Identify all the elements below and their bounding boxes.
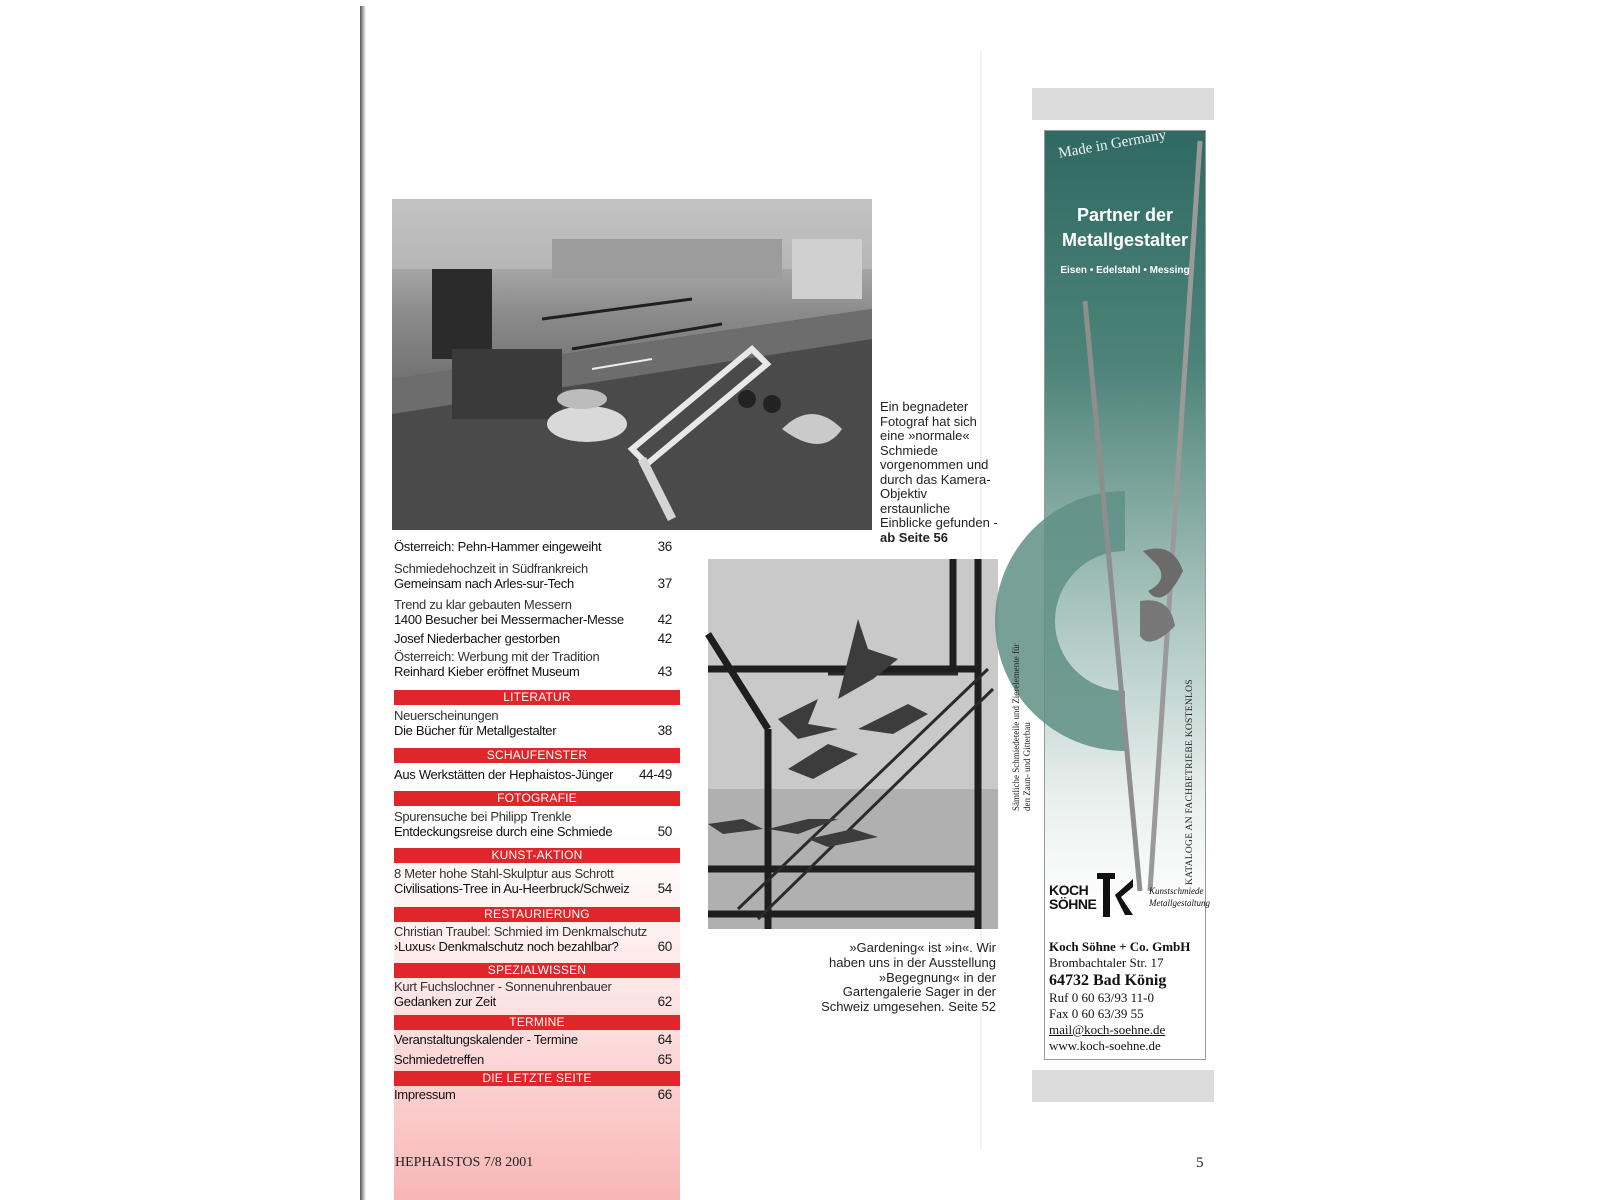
toc-entry-subtitle: 8 Meter hohe Stahl-Skulptur aus Schrott: [394, 866, 614, 881]
toc-entry[interactable]: [394, 632, 680, 647]
section-band-literatur: LITERATUR: [394, 690, 680, 705]
toc-entry-page: 36: [657, 539, 672, 554]
toc-entry-title: Veranstaltungskalender - Termine: [394, 1032, 578, 1047]
toc-entry[interactable]: [394, 598, 680, 627]
toc-entry[interactable]: [394, 980, 680, 1009]
section-band-kunst-aktion: KUNST-AKTION: [394, 848, 680, 863]
toc-entry-page: 54: [657, 880, 672, 896]
toc-entry-page: 42: [657, 611, 672, 627]
ad-contact: [1049, 939, 1203, 1054]
toc-entry-subtitle: Österreich: Werbung mit der Tradition: [394, 649, 600, 664]
toc-entry-title: Reinhard Kieber eröffnet Museum: [394, 663, 580, 679]
table-of-contents: [394, 534, 680, 1200]
toc-entry[interactable]: [394, 540, 680, 555]
section-band-restaurierung: RESTAURIERUNG: [394, 907, 680, 922]
logo-wordmark: [1049, 883, 1096, 911]
toc-entry-title: Aus Werkstätten der Hephaistos-Jünger: [394, 767, 614, 782]
toc-entry-page: 65: [657, 1052, 672, 1067]
magazine-issue: HEPHAISTOS 7/8 2001: [395, 1155, 534, 1170]
ad-headline-line-2: Metallgestalter: [1061, 230, 1189, 250]
ad-headline-line-1: Partner der: [1076, 205, 1174, 225]
toc-entry-page: 43: [657, 663, 672, 679]
company-fax: Fax 0 60 63/39 55: [1049, 1006, 1144, 1021]
toc-entry-page: 42: [657, 631, 672, 646]
section-band-die-letzte-seite: DIE LETZTE SEITE: [394, 1071, 680, 1086]
section-band-schaufenster: SCHAUFENSTER: [394, 748, 680, 763]
ad-top-bar: [1032, 88, 1214, 120]
toc-entry[interactable]: [394, 768, 680, 783]
toc-entry[interactable]: [394, 867, 680, 896]
logo-soehne: SÖHNE: [1049, 896, 1097, 912]
toc-entry-page: 38: [657, 722, 672, 738]
garden-sculpture-image: [708, 559, 998, 929]
koch-soehne-advertisement[interactable]: [1011, 127, 1210, 1060]
toc-entry[interactable]: [394, 1053, 680, 1068]
toc-entry-subtitle: Kurt Fuchslochner - Sonnenuhrenbauer: [394, 979, 612, 994]
toc-entry-title: Die Bücher für Metallgestalter: [394, 722, 557, 738]
garden-caption-text: »Gardening« ist »in«. Wir haben uns in der Ausstellung »Begegnung« in der Gartengalerie Sager in der Schweiz umgesehen.: [821, 940, 996, 1015]
toc-entry-title: 1400 Besucher bei Messermacher-Messe: [394, 611, 624, 627]
toc-entry-page: 62: [657, 993, 672, 1009]
ad-headline: [1045, 203, 1205, 253]
logo-kunstschmiede: Kunstschmiede: [1149, 886, 1204, 896]
made-in-germany: Made in Germany: [1057, 127, 1168, 162]
workshop-photo-caption: [880, 400, 1000, 545]
workshop-photo: [392, 199, 872, 530]
toc-entry[interactable]: [394, 650, 680, 679]
toc-entry-title: Gedanken zur Zeit: [394, 993, 496, 1009]
toc-entry-page: 37: [657, 575, 672, 591]
ks-logo-icon: [1095, 867, 1135, 917]
toc-entry-page: 64: [657, 1032, 672, 1047]
toc-entry-title: ›Luxus‹ Denkmalschutz noch bezahlbar?: [394, 938, 619, 954]
ad-materials: Eisen • Edelstahl • Messing: [1060, 265, 1190, 276]
toc-entry-page: 50: [657, 823, 672, 839]
ad-hero: [1045, 127, 1205, 911]
logo-koch: KOCH: [1049, 882, 1089, 898]
garden-photo-caption: [810, 941, 996, 1015]
toc-entry-subtitle: Neuerscheinungen: [394, 708, 499, 723]
toc-entry-title: Schmiedetreffen: [394, 1052, 484, 1067]
toc-entry-subtitle: Schmiedehochzeit in Südfrankreich: [394, 561, 588, 576]
section-band-fotografie: FOTOGRAFIE: [394, 791, 680, 806]
workshop-photo-image: [392, 199, 872, 530]
page-spine: [360, 6, 366, 1200]
toc-entry-page: 60: [657, 938, 672, 954]
garden-sculpture-photo: [708, 559, 998, 929]
logo-metallgestaltung: Metallgestaltung: [1149, 898, 1210, 908]
logo-tagline: [1149, 885, 1210, 909]
toc-entry-title: Impressum: [394, 1087, 456, 1102]
ad-bottom-bar: [1032, 1070, 1214, 1102]
toc-entry-subtitle: Trend zu klar gebauten Messern: [394, 597, 572, 612]
toc-entry-page: 66: [657, 1087, 672, 1102]
company-website-link[interactable]: www.koch-soehne.de: [1049, 1038, 1161, 1053]
toc-entry-title: Gemeinsam nach Arles-sur-Tech: [394, 575, 574, 591]
toc-entry-title: Österreich: Pehn-Hammer eingeweiht: [394, 539, 602, 554]
toc-entry-title: Entdeckungsreise durch eine Schmiede: [394, 823, 613, 839]
toc-entry[interactable]: [394, 1088, 680, 1103]
page-number: 5: [1196, 1155, 1204, 1171]
toc-entry[interactable]: [394, 925, 680, 954]
company-name: Koch Söhne + Co. GmbH: [1049, 939, 1191, 954]
company-email-link[interactable]: mail@koch-soehne.de: [1049, 1022, 1166, 1037]
toc-entry-title: Josef Niederbacher gestorben: [394, 631, 560, 646]
koch-soehne-logo: [1049, 867, 1210, 923]
company-city: 64732 Bad König: [1049, 972, 1167, 989]
company-street: Brombachtaler Str. 17: [1049, 955, 1164, 970]
company-phone: Ruf 0 60 63/93 11-0: [1049, 990, 1154, 1005]
garden-caption-page-ref: Seite 52: [948, 999, 996, 1015]
toc-entry-title: Civilisations-Tree in Au-Heerbruck/Schweiz: [394, 880, 630, 896]
toc-entry-page: 44-49: [638, 767, 672, 782]
toc-entry-subtitle: Christian Traubel: Schmied im Denkmalschutz: [394, 924, 647, 939]
workshop-caption-text: Ein begnadeter Fotograf hat sich eine »normale« Schmiede vorgenommen und durch das Kamera-Objektiv erstaunliche Einblicke gefunden -: [880, 399, 998, 530]
section-band-spezialwissen: SPEZIALWISSEN: [394, 963, 680, 978]
toc-entry[interactable]: [394, 810, 680, 839]
section-band-termine: TERMINE: [394, 1015, 680, 1030]
toc-entry[interactable]: [394, 709, 680, 738]
ad-vertical-product-text: Sämtliche Schmiedeteile und Zierelemente für den Zaun- und Gitterbau: [1011, 643, 1032, 811]
ad-vertical-catalog-text: KATALOGE AN FACHBETRIEBE KOSTENLOS: [1185, 679, 1195, 885]
toc-entry-subtitle: Spurensuche bei Philipp Trenkle: [394, 809, 572, 824]
workshop-caption-page-ref: ab Seite 56: [880, 529, 948, 545]
toc-entry[interactable]: [394, 1033, 680, 1048]
toc-entry[interactable]: [394, 562, 680, 591]
